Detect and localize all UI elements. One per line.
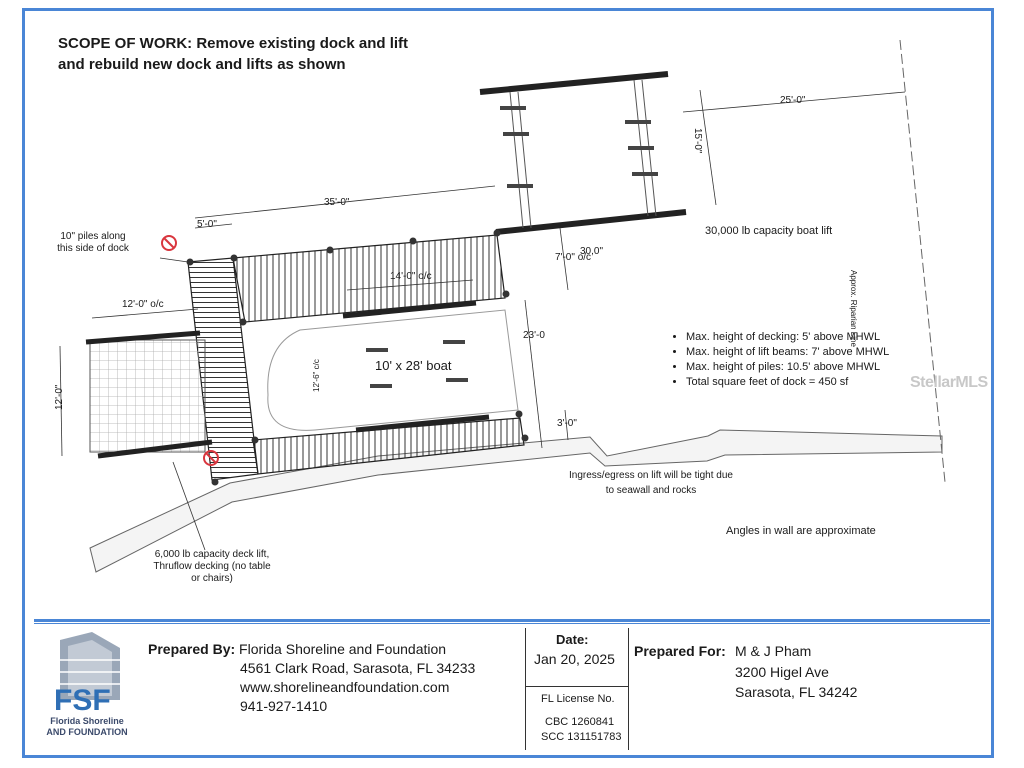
dim-7: 7'-0" o/c — [555, 252, 592, 263]
spec-item: • Total square feet of dock = 450 sf — [686, 375, 889, 390]
spec-item: • Max. height of lift beams: 7' above MHWL — [686, 345, 889, 360]
logo-mark: FSF — [54, 684, 111, 717]
client-address-2: Sarasota, FL 34242 — [735, 684, 858, 700]
dim-14-oc: 14'-0" o/c — [390, 271, 432, 282]
piles-note: 10" piles along this side of dock — [57, 231, 129, 254]
spec-list — [666, 330, 889, 390]
dim-12-cc: 12'-6" c/c — [312, 359, 321, 392]
tb-sep-3 — [525, 686, 628, 687]
dim-30: 30,0" — [580, 246, 604, 257]
date-value: Jan 20, 2025 — [534, 651, 615, 667]
tb-sep-1 — [525, 628, 526, 750]
riparian-label: Approx. Riparian Line — [849, 270, 858, 347]
prepared-by-label: Prepared By: — [148, 641, 236, 657]
boat-lift-beam-top — [480, 74, 668, 92]
logo-line2: AND FOUNDATION — [46, 727, 128, 737]
dim-5: 5'-0" — [197, 219, 217, 230]
spec-item: • Max. height of piles: 10.5' above MHWL — [686, 360, 889, 375]
boat-label: 10' x 28' boat — [375, 358, 452, 373]
spec-item: • Max. height of decking: 5' above MHWL — [686, 330, 889, 345]
dim-35: 35'-0" — [324, 197, 350, 208]
deck-lift-note: 6,000 lb capacity deck lift, Thruflow decking (no table or chairs) — [153, 549, 271, 584]
license-2: SCC 131151783 — [541, 731, 622, 743]
dim-15: 15'-0" — [692, 128, 703, 154]
logo-text — [42, 716, 132, 738]
company-website: www.shorelineandfoundation.com — [240, 679, 450, 695]
date-label: Date: — [556, 632, 589, 647]
boat-lift-beam-bottom — [496, 212, 686, 232]
tb-sep-2 — [628, 628, 629, 750]
company-phone: 941-927-1410 — [240, 698, 328, 714]
company-address: 4561 Clark Road, Sarasota, FL 34233 — [240, 660, 476, 676]
dim-3: 3'-0" — [557, 418, 577, 429]
client-address-1: 3200 Higel Ave — [735, 664, 829, 680]
logo-line1: Florida Shoreline — [50, 716, 124, 726]
license-1: CBC 1260841 — [545, 716, 615, 728]
boat-lift-note: 30,000 lb capacity boat lift — [705, 225, 833, 237]
dim-25: 25'-0" — [780, 95, 806, 106]
angles-note: Angles in wall are approximate — [726, 525, 876, 537]
ingress-note: Ingress/egress on lift will be tight due to seawall and rocks — [569, 470, 733, 496]
prepared-for-label: Prepared For: — [634, 643, 726, 659]
main-dock — [233, 235, 505, 322]
client-name: M & J Pham — [735, 643, 812, 659]
license-label: FL License No. — [541, 693, 615, 705]
watermark: StellarMLS — [910, 374, 988, 391]
deck-lift — [90, 340, 205, 452]
dim-12-oc: 12'-0" o/c — [122, 299, 164, 310]
scope-of-work: SCOPE OF WORK: Remove existing dock and lift and rebuild new dock and lifts as shown — [58, 35, 409, 73]
prepared-by — [148, 640, 475, 716]
company-name: Florida Shoreline and Foundation — [239, 641, 447, 657]
dim-23: 23'-0 — [523, 330, 545, 341]
dim-12: 12'-0" — [54, 384, 65, 410]
riparian-line — [900, 40, 945, 482]
